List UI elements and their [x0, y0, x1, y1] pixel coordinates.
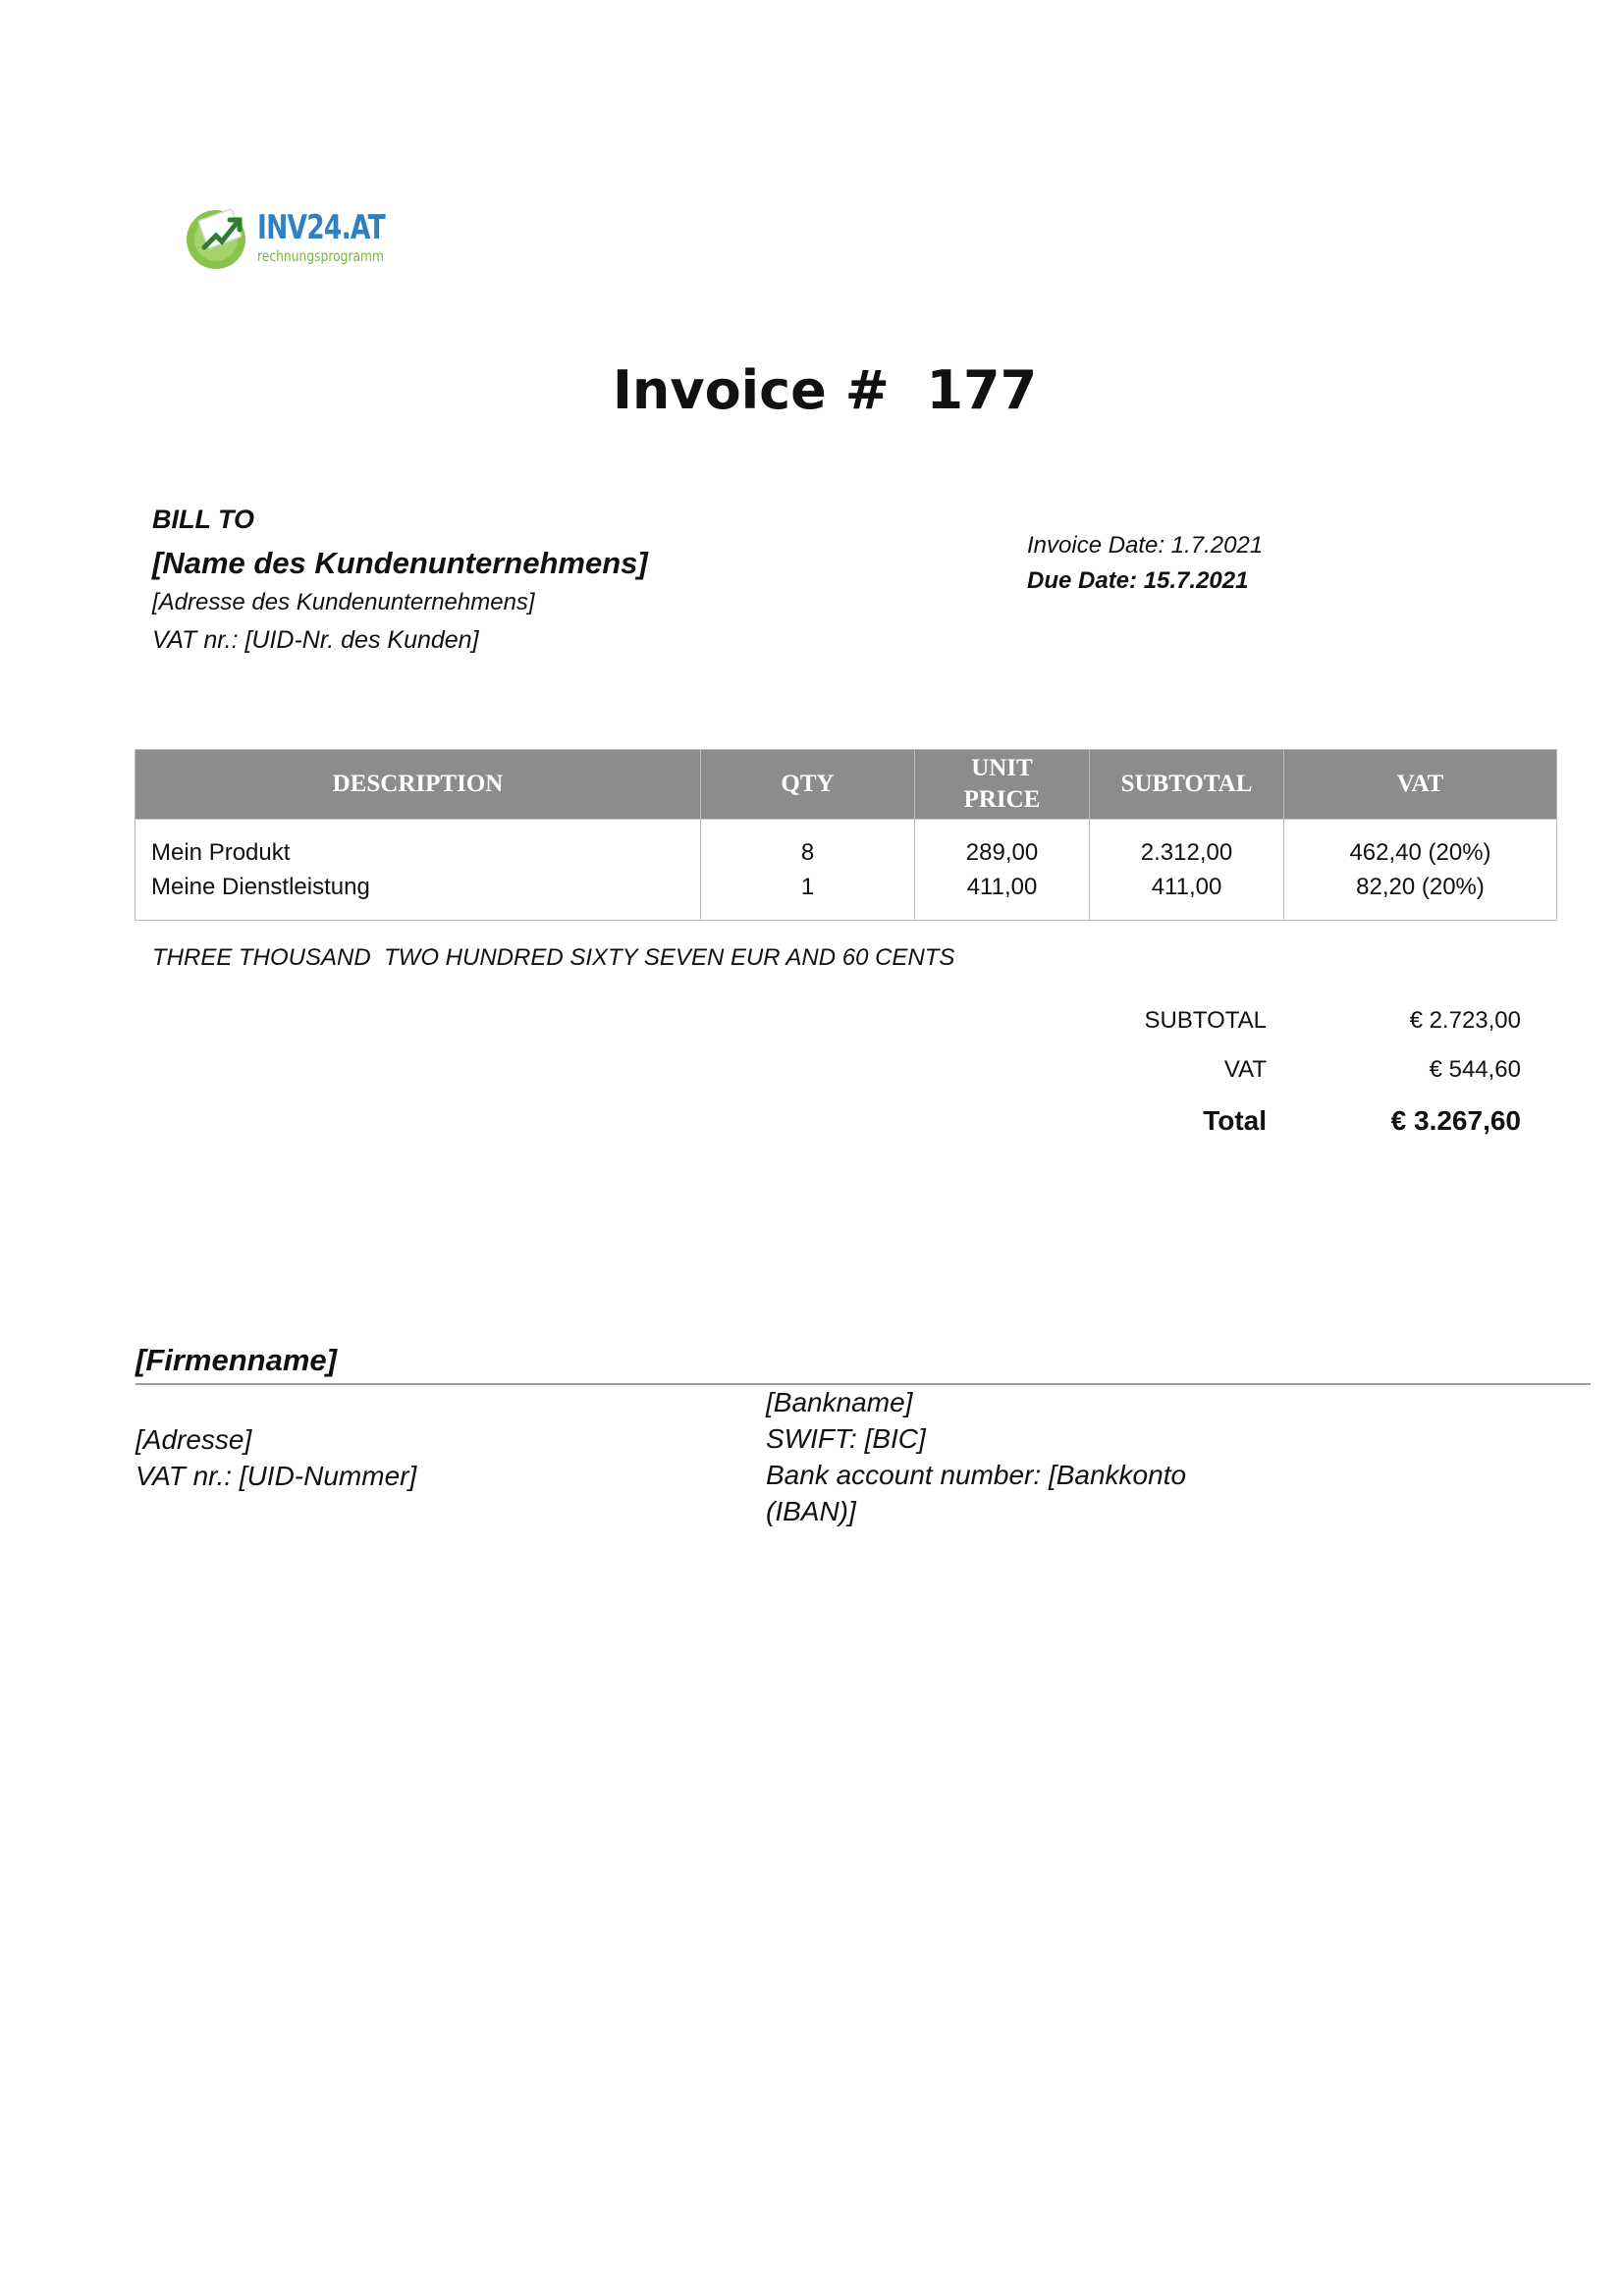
item-subtotal: 2.312,00	[1140, 839, 1233, 866]
due-date: Due Date: 15.7.2021	[1027, 567, 1249, 594]
summary-total-label: Total	[1203, 1105, 1267, 1136]
col-header-unit-price	[915, 750, 1090, 820]
col-header-qty: QTY	[701, 750, 915, 820]
customer-vat: VAT nr.: [UID-Nr. des Kunden]	[152, 626, 479, 654]
col-header-unit-price-line1: UNIT	[971, 755, 1033, 781]
summary-vat-value: € 544,60	[1429, 1056, 1521, 1083]
bill-to-label: BILL TO	[152, 505, 255, 534]
summary-subtotal-label: SUBTOTAL	[1144, 1007, 1267, 1034]
bank-details	[766, 1384, 1186, 1529]
bank-account-line1: Bank account number: [Bankkonto	[766, 1460, 1187, 1490]
item-qty: 1	[800, 874, 815, 900]
cell-qty	[701, 820, 915, 921]
item-unit-price: 411,00	[966, 874, 1038, 900]
item-vat: 82,20 (20%)	[1356, 874, 1485, 900]
bank-swift: SWIFT: [BIC]	[766, 1423, 926, 1454]
col-header-subtotal: SUBTOTAL	[1090, 750, 1284, 820]
cell-subtotal	[1090, 820, 1284, 921]
col-header-vat: VAT	[1284, 750, 1557, 820]
summary-vat-label: VAT	[1223, 1056, 1267, 1083]
customer-address: [Adresse des Kundenunternehmens]	[152, 589, 535, 615]
cell-description	[135, 820, 701, 921]
bank-name: [Bankname]	[766, 1387, 913, 1417]
cell-unit-price	[915, 820, 1090, 921]
item-vat: 462,40 (20%)	[1349, 839, 1491, 866]
company-details	[135, 1421, 416, 1494]
logo-tagline: rechnungsprogramm	[257, 247, 385, 265]
logo-wordmark: INV24.AT	[257, 208, 385, 247]
table-row	[135, 820, 1557, 921]
logo-mark-icon	[181, 196, 259, 275]
item-qty: 8	[800, 839, 815, 866]
company-address: [Adresse]	[135, 1424, 252, 1455]
col-header-description: DESCRIPTION	[135, 750, 701, 820]
item-description: Meine Dienstleistung	[151, 874, 370, 900]
summary-total-value: € 3.267,60	[1390, 1105, 1521, 1136]
company-vat: VAT nr.: [UID-Nummer]	[135, 1461, 417, 1491]
item-description: Mein Produkt	[151, 839, 291, 866]
amount-in-words: THREE THOUSAND TWO HUNDRED SIXTY SEVEN EUR AND 60 CENTS	[152, 944, 955, 971]
cell-vat	[1284, 820, 1557, 921]
summary-subtotal-value: € 2.723,00	[1409, 1007, 1521, 1034]
bank-account-line2: (IBAN)]	[766, 1496, 856, 1526]
company-name: [Firmenname]	[135, 1343, 337, 1377]
item-unit-price: 289,00	[965, 839, 1039, 866]
customer-name: [Name des Kundenunternehmens]	[152, 546, 648, 580]
item-subtotal: 411,00	[1151, 874, 1222, 900]
line-items-table	[135, 749, 1557, 921]
col-header-unit-price-line2: PRICE	[963, 786, 1041, 813]
table-header-row	[135, 750, 1557, 820]
invoice-title: Invoice # 177	[612, 359, 1038, 421]
invoice-date: Invoice Date: 1.7.2021	[1027, 532, 1264, 559]
